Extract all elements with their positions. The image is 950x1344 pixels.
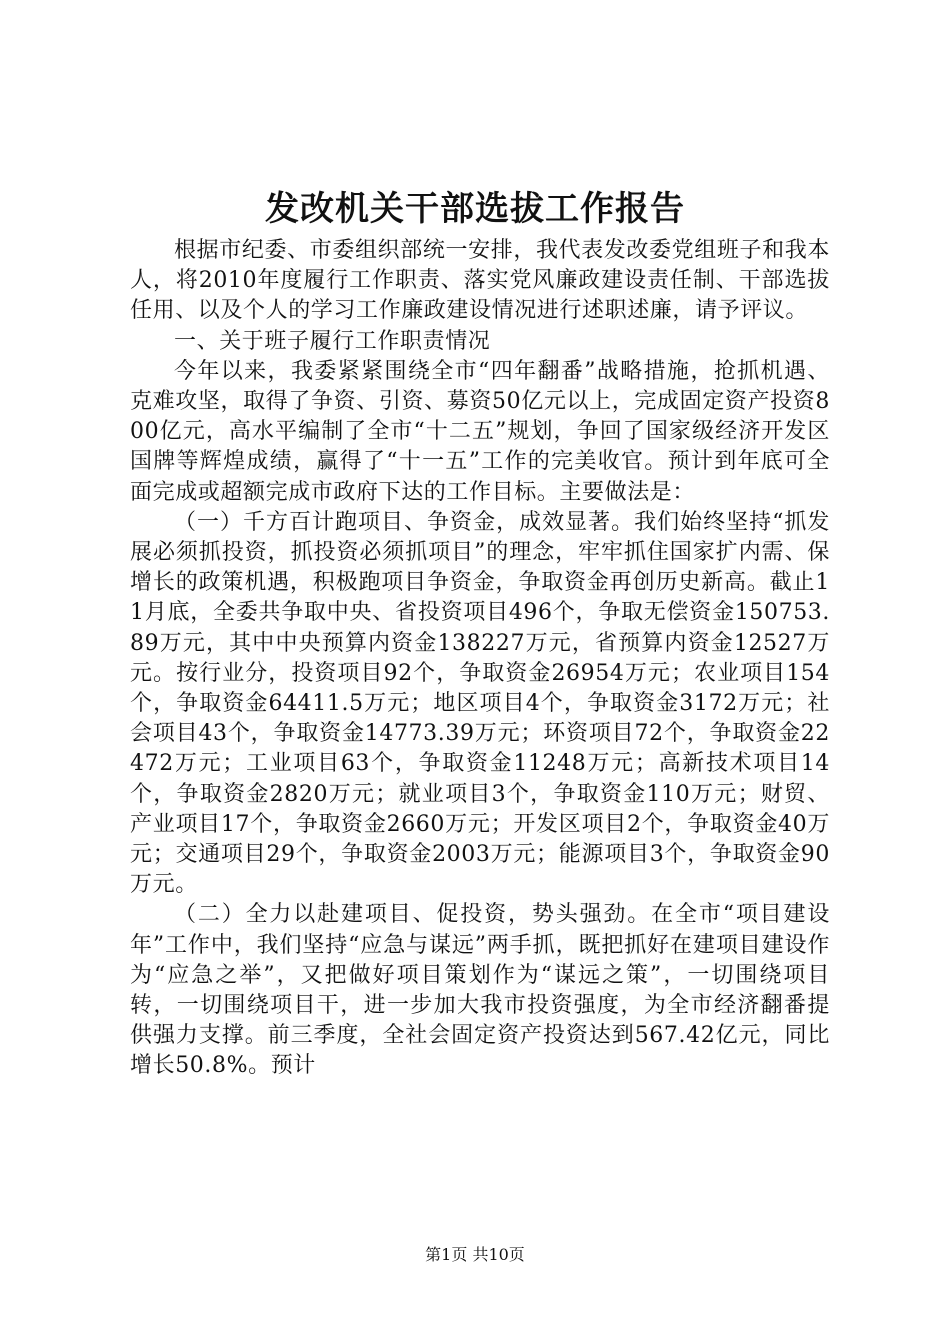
funding-paragraph: （一）千方百计跑项目、争资金，成效显著。我们始终坚持“抓发展必须抓投资，抓投资必须抓项目”的理念，牢牢抓住国家扩内需、保增长的政策机遇，积极跑项目争资金，争取资金再创历史新高。截止11月底，全委共争取中央、省投资项目496个，争取无偿资金150753.89万元，其中中央预算内资金138227万元，省预算内资金12527万元。按行业分，投资项目92个，争取资金26954万元；农业项目154个，争取资金64411.5万元；地区项目4个，争取资金3172万元；社会项目43个，争取资金14773.39万元；环资项目72个，争取资金22472万元；工业项目63个，争取资金11248万元；高新技术项目14个，争取资金2820万元；就业项目3个，争取资金110万元；财贸、产业项目17个，争取资金2660万元；开发区项目2个，争取资金40万元；交通项目29个，争取资金2003万元；能源项目3个，争取资金90万元。: [130, 509, 830, 898]
summary-paragraph: 今年以来，我委紧紧围绕全市“四年翻番”战略措施，抢抓机遇、克难攻坚，取得了争资、引资、募资50亿元以上，完成固定资产投资800亿元，高水平编制了全市“十二五”规划，争回了国家级经济开发区国牌等辉煌成绩，赢得了“十一五”工作的完美收官。预计到年底可全面完成或超额完成市政府下达的工作目标。主要做法是：: [130, 358, 830, 505]
intro-paragraph: 根据市纪委、市委组织部统一安排，我代表发改委党组班子和我本人，将2010年度履行工作职责、落实党风廉政建设责任制、干部选拔任用、以及个人的学习工作廉政建设情况进行述职述廉，请予评议。: [130, 238, 830, 324]
section-heading: 一、关于班子履行工作职责情况: [174, 328, 491, 354]
document-body: [130, 236, 830, 1082]
page-number: 第1页 共10页: [425, 1245, 525, 1264]
investment-paragraph: （二）全力以赴建项目、促投资，势头强劲。在全市“项目建设年”工作中，我们坚持“应急与谋远”两手抓，既把抓好在建项目建设作为“应急之举”，又把做好项目策划作为“谋远之策”，一切围绕项目转，一切围绕项目干，进一步加大我市投资强度，为全市经济翻番提供强力支撑。前三季度，全社会固定资产投资达到567.42亿元，同比增长50.8%。预计: [130, 902, 830, 1079]
document-title: 发改机关干部选拔工作报告: [265, 189, 685, 229]
